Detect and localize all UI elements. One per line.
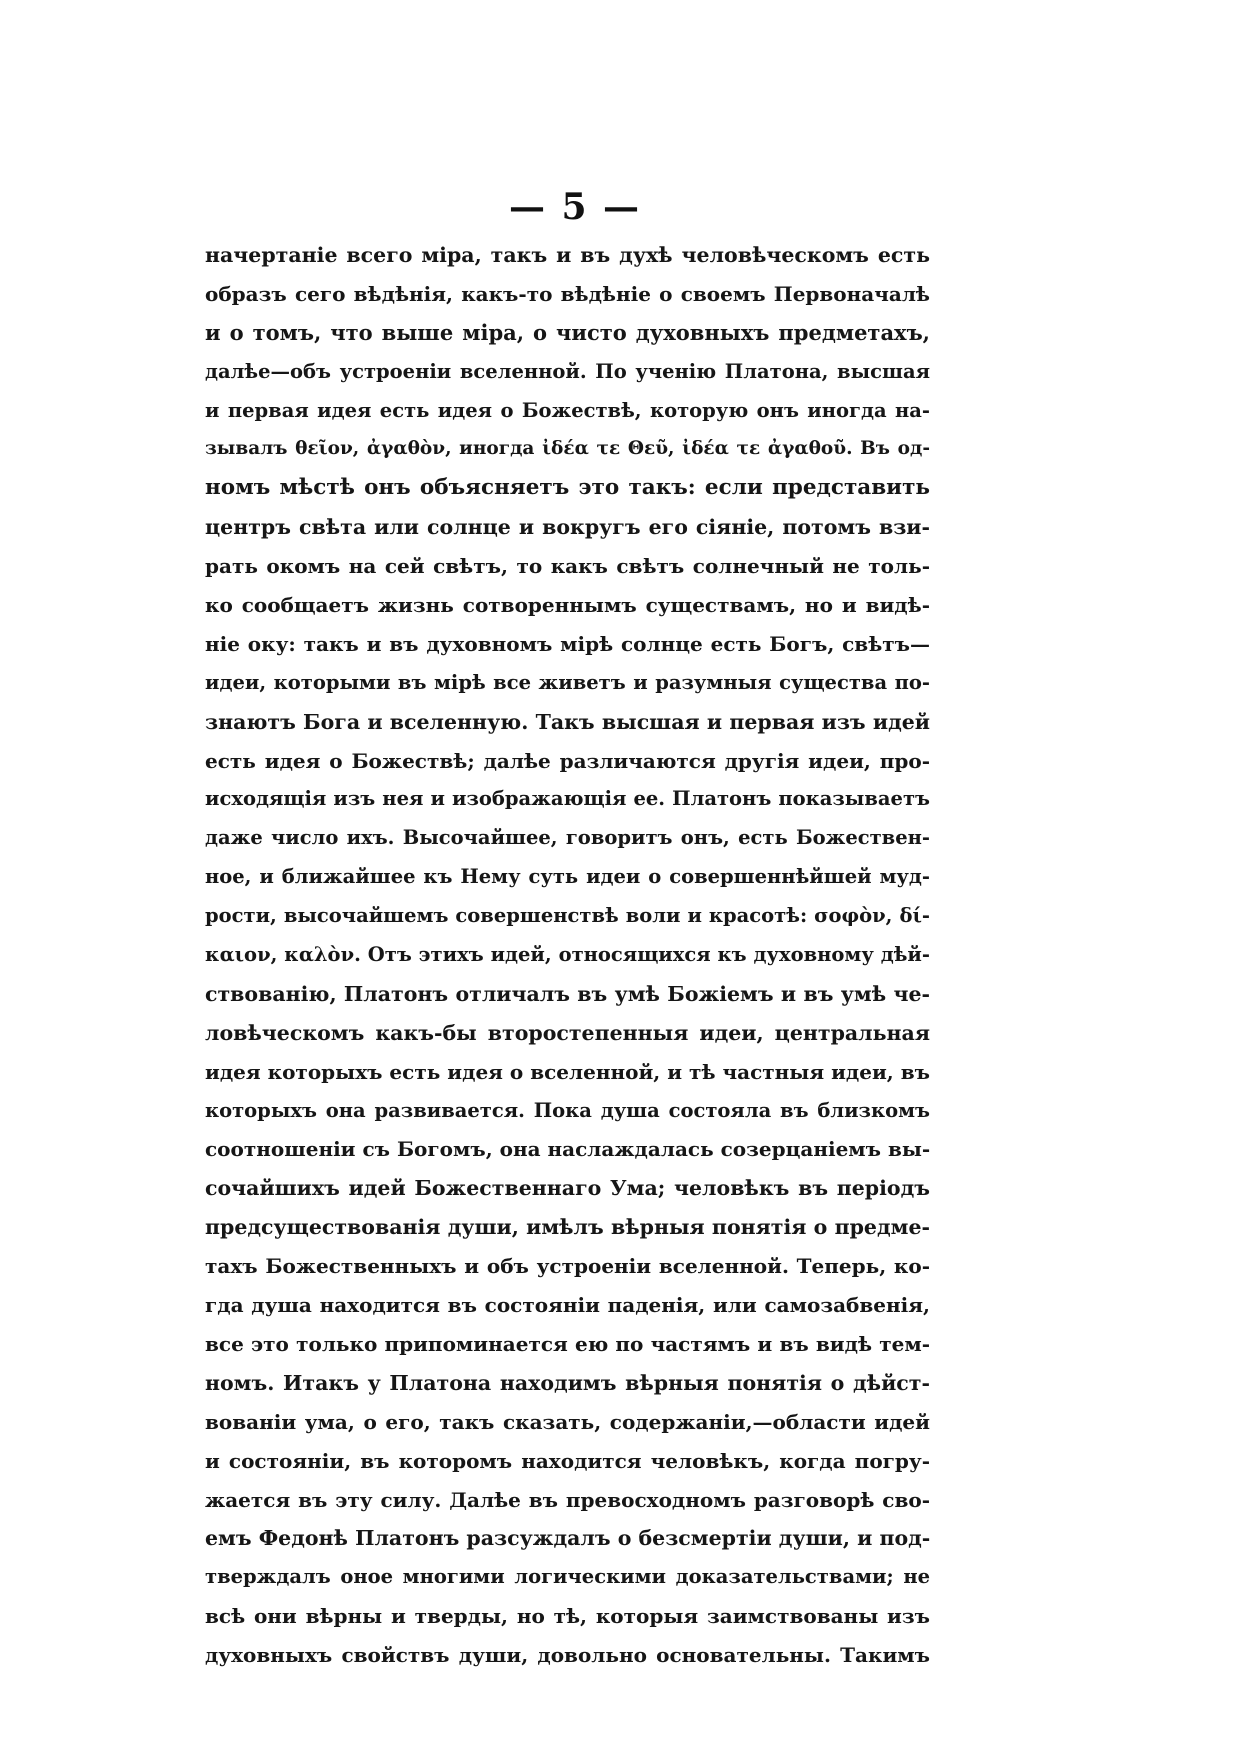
text-line: центръ свѣта или солнце и вокругъ его сіяніе, потомъ взи- bbox=[205, 515, 930, 540]
text-line: ловѣческомъ какъ-бы второстепенныя идеи, центральная bbox=[205, 1020, 930, 1045]
text-line: все это только припоминается ею по частямъ и въ видѣ тем- bbox=[205, 1331, 930, 1356]
text-line: вованіи ума, о его, такъ сказать, содержаніи,—области идей bbox=[205, 1409, 930, 1434]
page-number: — 5 — bbox=[508, 186, 642, 228]
text-line: которыхъ она развивается. Пока душа состояла въ близкомъ bbox=[205, 1098, 930, 1122]
text-line: духовныхъ свойствъ души, довольно основательны. Такимъ bbox=[205, 1643, 930, 1668]
text-line: рости, высочайшемъ совершенствѣ воли и красотѣ: σοφὸν, δί- bbox=[205, 904, 930, 928]
text-line: начертаніе всего міра, такъ и въ духѣ человѣческомъ есть bbox=[205, 243, 930, 267]
text-line: сочайшихъ идей Божественнаго Ума; человѣкъ въ періодъ bbox=[205, 1176, 930, 1201]
text-line: предсуществованія души, имѣлъ вѣрныя понятія о предме- bbox=[205, 1215, 930, 1240]
text-line: ко сообщаетъ жизнь сотвореннымъ существамъ, но и видѣ- bbox=[205, 593, 930, 618]
text-line: гда душа находится въ состояніи паденія, или самозабвенія, bbox=[205, 1293, 930, 1318]
text-line: далѣе—объ устроеніи вселенной. По ученію Платона, высшая bbox=[205, 359, 930, 383]
text-line: идеи, которыми въ мірѣ все живетъ и разумныя существа по- bbox=[205, 670, 930, 694]
text-line: номъ мѣстѣ онъ объясняетъ это такъ: если представить bbox=[205, 475, 930, 501]
text-line: соотношеніи съ Богомъ, она наслаждалась созерцаніемъ вы- bbox=[205, 1137, 930, 1162]
text-line: всѣ они вѣрны и тверды, но тѣ, которыя заимствованы изъ bbox=[205, 1604, 930, 1629]
text-line: образъ сего вѣдѣнія, какъ-то вѣдѣніе о своемъ Первоначалѣ bbox=[205, 281, 930, 306]
text-line: и состояніи, въ которомъ находится человѣкъ, когда погру- bbox=[205, 1448, 930, 1473]
body-text bbox=[205, 236, 930, 1675]
text-line: и о томъ, что выше міра, о чисто духовныхъ предметахъ, bbox=[205, 319, 930, 345]
text-line: емъ Федонѣ Платонъ разсуждалъ о безсмертіи души, и под- bbox=[205, 1526, 930, 1551]
text-line: идея которыхъ есть идея о вселенной, и тѣ частныя идеи, въ bbox=[205, 1059, 930, 1084]
text-line: тверждалъ оное многими логическими доказательствами; не bbox=[205, 1565, 930, 1589]
text-line: знаютъ Бога и вселенную. Такъ высшая и первая изъ идей bbox=[205, 709, 930, 734]
text-line: и первая идея есть идея о Божествѣ, которую онъ иногда на- bbox=[205, 398, 930, 422]
text-line: номъ. Итакъ у Платона находимъ вѣрныя понятія о дѣйст- bbox=[205, 1370, 930, 1395]
text-line: ствованію, Платонъ отличалъ въ умѣ Божіемъ и въ умѣ че- bbox=[205, 981, 930, 1006]
text-line: καιον, καλὸν. Отъ этихъ идей, относящихся къ духовному дѣй- bbox=[205, 943, 930, 967]
text-line: ное, и ближайшее къ Нему суть идеи о совершеннѣйшей муд- bbox=[205, 865, 930, 889]
text-line: зывалъ θεῖον, ἀγαθὸν, иногда ἰδέα τε Θεῦ, ἰδέα τε ἀγαθοῦ. Въ од- bbox=[205, 438, 930, 460]
text-line: исходящія изъ нея и изображающія ее. Платонъ показываетъ bbox=[205, 787, 930, 811]
text-line: тахъ Божественныхъ и объ устроеніи вселенной. Теперь, ко- bbox=[205, 1254, 930, 1279]
text-line: даже число ихъ. Высочайшее, говоритъ онъ, есть Божествен- bbox=[205, 826, 930, 850]
text-line: ніе оку: такъ и въ духовномъ мірѣ солнце есть Богъ, свѣтъ— bbox=[205, 631, 930, 656]
text-line: рать окомъ на сей свѣтъ, то какъ свѣтъ солнечный не толь- bbox=[205, 554, 930, 579]
text-line: есть идея о Божествѣ; далѣе различаются другія идеи, про- bbox=[205, 748, 930, 773]
text-line: жается въ эту силу. Далѣе въ превосходномъ разговорѣ сво- bbox=[205, 1487, 930, 1512]
